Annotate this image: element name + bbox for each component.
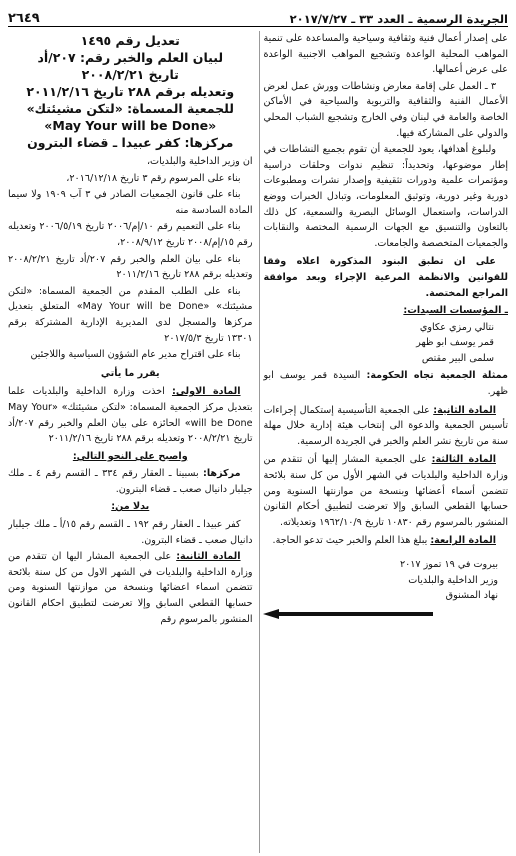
- article-text: اخذت وزارة الداخلية والبلديات علما بتعديل مركز الجمعية المسماة: «لتكن مشيئتك» «May Your will be Done» الحائزة على بيان العلم والخبر رقم ٢٠٧/أد تاريخ ٢٠٠٨/٢/٢١ وتعديله برقم ٢٨٨ تاريخ ٢٠١١/٢/١٦: [8, 386, 253, 445]
- paragraph: بناء على بيان العلم والخبر رقم ٢٠٧/أد تاريخ ٢٠٠٨/٢/٢١ وتعديله برقم ٢٨٨ تاريخ ٢٠١١/٢/١٦: [8, 253, 253, 281]
- article-text: يبلغ هذا العلم والخبر حيث تدعو الحاجة.: [272, 535, 431, 547]
- article-text: على الجمعية المشار اليها ان تتقدم من وزارة الداخلية والبلديات في الشهر الاول من كل سنة بلائحة تتضمن اسماء اعضائها وبنسخة من موازنتها السنوية ومن حسابها القطعي السابق وإلا تعرضت لتطبيق احكام القانون المنشور بالمرسوم رقم: [8, 551, 253, 625]
- article-text: على الجمعية المشار إليها أن تتقدم من وزارة الداخلية والبلديات في الشهر الأول من كل سنة بلائحة تتضمن أسماء أعضائها وبنسخة من موازنتها السنوية ومن حسابها القطعي السابق وإلا تعرضت لتطبيق أحكام القانون المنشور بالمرسوم رقم ١٠٨٣٠ تاريخ ١٩٦٢/١٠/٩ وتعديلاته.: [263, 454, 508, 528]
- page-number: ٢٦٤٩: [8, 11, 40, 26]
- instead-heading: بدلا من:: [111, 501, 150, 513]
- paragraph: ٣ ـ العمل على إقامة معارض ونشاطات وورش عمل لعرض الأعمال الفنية والثقافية والتربوية والسياحية في الأماكن الخاصة والعامة في لبنان وفي الخارج وتشجيع الشباب المحلي والدولي على المشاركة فيها.: [263, 80, 508, 139]
- left-column: [8, 31, 253, 853]
- paragraph: ولبلوغ أهدافها، يعود للجمعية أن تقوم بجميع النشاطات في إطار موضوعها، وتحديداً: تنظيم ندوات وحلقات دراسية ومؤتمرات علمية ودورات تثقيفية وإصدار نشرات ومطبوعات دورية وغير دورية، وتوثيق المعلومات، وتبادل الخبرات ووضع الدراسات، واستعمال الوسائل البصرية والسمعية، كل ذلك بالتعاون والتنسيق مع الجهات الرسمية المختصة والنقابات والجمعيات المتخصصة والجامعات.: [263, 144, 508, 249]
- founder-name: نتالي رمزي عكاوي: [419, 321, 494, 333]
- signature-block: [263, 557, 508, 604]
- founders-list: [263, 320, 508, 367]
- decision-subtitle: لبيان العلم والخبر رقم: ٢٠٧/أد: [37, 50, 224, 65]
- paragraph: ان وزير الداخلية والبلديات،: [146, 156, 253, 167]
- journal-issue-title: الجريدة الرسمية ـ العدد ٣٣ ـ ٢٠١٧/٧/٢٧: [289, 12, 508, 26]
- paragraph: بناء على التعميم رقم ١٠/إم/٢٠٠٦ تاريخ ٢٠٠٦/٥/١٩ وتعديله رقم ١٥/إم/٢٠٠٨ تاريخ ٢٠٠٨/٩/١٢،: [8, 221, 253, 248]
- article-label: المادة الثانية:: [176, 551, 241, 563]
- representative-line: [263, 368, 508, 399]
- paragraph: بناء على المرسوم رقم ٣ تاريخ ٢٠١٦/١٢/١٨،: [66, 172, 241, 184]
- decision-number: تعديل رقم ١٤٩٥: [80, 33, 180, 48]
- article-one: [8, 384, 253, 446]
- article-label: المادة الرابعة:: [430, 535, 496, 547]
- new-headquarters: [8, 466, 253, 497]
- article-label: المادة الثالثة:: [431, 454, 496, 466]
- end-arrow-icon: [263, 609, 508, 625]
- founders-heading: ـ المؤسسات السيدات:: [403, 305, 508, 317]
- article-label: المادة الثانية:: [433, 404, 496, 416]
- association-name: للجمعية المسماة: «لتكن مشيئتك»: [26, 101, 234, 116]
- representative-label: ممثلة الجمعية تجاه الحكومة:: [366, 370, 508, 382]
- page-header: [8, 4, 508, 27]
- decides-heading: يقرر ما يأتي: [100, 367, 160, 379]
- signature-name: نهاد المشنوق: [445, 590, 498, 602]
- conditions-paragraph: على ان تطبق البنود المذكورة اعلاه وفقا للقوانين والانظمة المرعية الإجراء وبعد موافقة المراجع المختصة.: [263, 256, 508, 299]
- article-label: المادة الاولى:: [171, 386, 241, 398]
- founder-name: قمر يوسف ابو ظهر: [416, 337, 494, 349]
- hq-text: بسبينا ـ العقار رقم ٣٣٤ ـ القسم رقم ٤ ـ ملك جيلبار دانيال صعب ـ قضاء البترون.: [8, 468, 253, 495]
- decision-title-block: [8, 32, 253, 151]
- old-headquarters: كفر عبيدا ـ العقار رقم ١٩٢ ـ القسم رقم ١٥/أ ـ ملك جيلبار دانيال صعب ـ قضاء البترون.: [8, 519, 253, 546]
- paragraph: على إصدار أعمال فنية وثقافية وسياحية والمساعدة على تنمية المواهب المحلية الواعدة وتشجيع المواهب الاجنبية الواعدة على عرض أعمالها.: [263, 33, 508, 76]
- became-heading: واصبح على النحو التالي:: [72, 450, 188, 462]
- hq-label: مركزها:: [202, 468, 241, 480]
- founder-name: سلمى البير مقتص: [421, 352, 494, 364]
- right-column: [263, 31, 508, 853]
- article-three: [263, 452, 508, 530]
- article-two-left: [8, 549, 253, 627]
- association-name-en: «May Your will be Done»: [44, 118, 217, 133]
- representative-text: السيدة قمر يوسف ابو ظهر.: [263, 370, 508, 398]
- column-divider: [256, 31, 261, 853]
- decision-amendment: وتعديله برقم ٢٨٨ تاريخ ٢٠١١/٢/١٦: [26, 84, 235, 99]
- signature-title: وزير الداخلية والبلديات: [408, 574, 498, 586]
- article-text: على الجمعية التأسيسية إستكمال إجراءات تأسيس الجمعية والدعوة الى إنتخاب هيئة إدارية خلال مهلة سنة من تاريخ نشر العلم والخبر في الجريدة الرسمية.: [263, 404, 508, 447]
- decision-date: تاريخ ٢٠٠٨/٢/٢١: [81, 67, 179, 82]
- paragraph: بناء على قانون الجمعيات الصادر في ٣ آب ١٩٠٩ ولا سيما المادة السادسة منه: [8, 189, 253, 216]
- paragraph: بناء على اقتراح مدير عام الشؤون السياسية واللاجئين: [30, 349, 241, 361]
- two-column-body: [8, 31, 508, 853]
- article-two: [263, 403, 508, 450]
- association-location: مركزها: كفر عبيدا ـ قضاء البترون: [27, 135, 234, 150]
- article-four: [263, 533, 508, 549]
- paragraph: بناء على الطلب المقدم من الجمعية المسماة: «لتكن مشيئتك» «May Your will be Done» المتعلق بتعديل مركزها والمسجل لدى المديرية الإدارية المشتركة برقم ١٣٣٠١ تاريخ ٢٠١٧/٥/٣: [8, 285, 253, 344]
- signature-date: بيروت في ١٩ تموز ٢٠١٧: [399, 559, 498, 570]
